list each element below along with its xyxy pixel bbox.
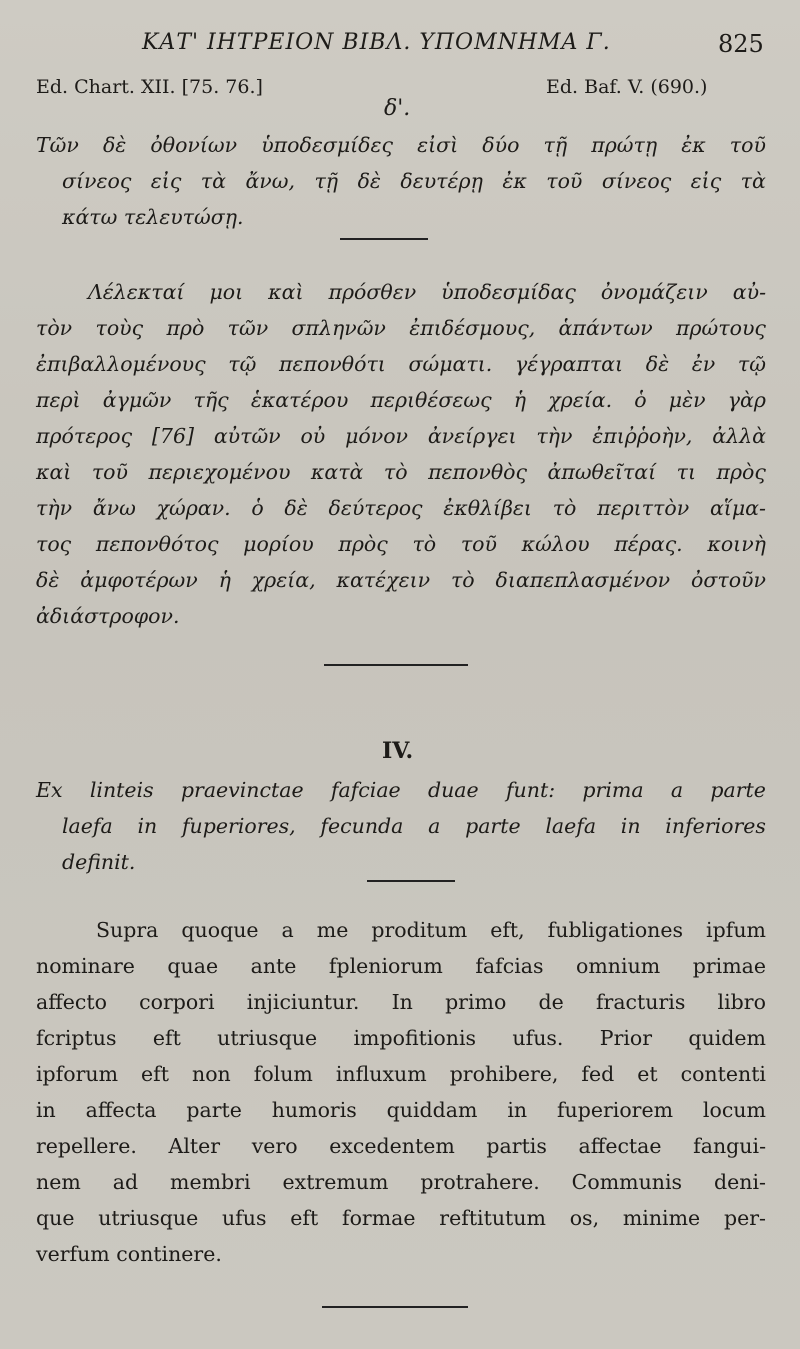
latin-commentary-line: fcriptus eft utriusque impofitionis ufus. Prior quidem [36, 1026, 766, 1050]
greek-lemma-line: κάτω τελευτώσῃ. [62, 205, 244, 229]
latin-commentary-line: in affecta parte humoris quiddam in fuperiorem locum [36, 1098, 766, 1122]
greek-commentary-line: πρότερος [76] αὐτῶν οὐ μόνον ἀνείργει τὴν ἐπιῤῥοὴν, ἀλλὰ [36, 424, 766, 448]
page-number: 825 [718, 30, 764, 58]
greek-commentary-line: καὶ τοῦ περιεχομένου κατὰ τὸ πεπονθὸς ἀπωθεῖταί τι πρὸς [36, 460, 766, 484]
greek-commentary-line: ἐπιβαλλομένους τῷ πεπονθότι σώματι. γέγραπται δὲ ἐν τῷ [36, 352, 766, 376]
greek-commentary-line: περὶ ἀγμῶν τῆς ἑκατέρου περιθέσεως ἡ χρεία. ὁ μὲν γὰρ [36, 388, 766, 412]
edition-reference-left: Ed. Chart. XII. [75. 76.] [36, 76, 263, 98]
greek-commentary-line: Λέλεκταί μοι καὶ πρόσθεν ὑποδεσμίδας ὀνομάζειν αὐ- [88, 280, 766, 304]
greek-commentary-line: ἀδιάστροφον. [36, 604, 180, 628]
latin-commentary-line: que utriusque ufus eft formae reftitutum os, minime per- [36, 1206, 766, 1230]
running-head: ΚΑΤ' ΙΗΤΡΕΙΟΝ ΒΙΒΛ. ΥΠΟΜΝΗΜΑ Γ. [142, 30, 611, 55]
latin-commentary-line: repellere. Alter vero excedentem partis affectae fangui- [36, 1134, 766, 1158]
edition-reference-right: Ed. Baf. V. (690.) [546, 76, 708, 98]
latin-commentary-line: nominare quae ante fpleniorum fafcias omnium primae [36, 954, 766, 978]
latin-commentary-line: ipforum eft non folum influxum prohibere, fed et contenti [36, 1062, 766, 1086]
latin-lemma-line: Ex linteis praevinctae fafciae duae funt: prima a parte [36, 778, 766, 802]
latin-commentary-line: affecto corpori injiciuntur. In primo de fracturis libro [36, 990, 766, 1014]
greek-commentary-line: τος πεπονθότος μορίου πρὸς τὸ τοῦ κώλου πέρας. κοινὴ [36, 532, 766, 556]
latin-commentary-line: nem ad membri extremum protrahere. Communis deni- [36, 1170, 766, 1194]
greek-commentary-line: τὸν τοὺς πρὸ τῶν σπληνῶν ἐπιδέσμους, ἁπάντων πρώτους [36, 316, 766, 340]
greek-lemma-line: Τῶν δὲ ὀθονίων ὑποδεσμίδες εἰσὶ δύο τῇ πρώτῃ ἐκ τοῦ [36, 133, 766, 157]
latin-lemma-line: definit. [62, 850, 136, 874]
latin-commentary-line: verfum continere. [36, 1242, 222, 1266]
greek-section-number: δ'. [384, 96, 411, 121]
latin-section-number: IV. [382, 738, 414, 764]
greek-lemma-line: σίνεος εἰς τὰ ἄνω, τῇ δὲ δευτέρῃ ἐκ τοῦ σίνεος εἰς τὰ [62, 169, 766, 193]
separator-rule [340, 238, 428, 240]
greek-commentary-line: δὲ ἀμφοτέρων ἡ χρεία, κατέχειν τὸ διαπεπλασμένον ὀστοῦν [36, 568, 766, 592]
latin-lemma-line: laefa in fuperiores, fecunda a parte laefa in inferiores [62, 814, 766, 838]
separator-rule [322, 1306, 468, 1308]
separator-rule [324, 664, 468, 666]
separator-rule [367, 880, 455, 882]
latin-commentary-line: Supra quoque a me proditum eft, fubligationes ipfum [96, 918, 766, 942]
greek-commentary-line: τὴν ἄνω χώραν. ὁ δὲ δεύτερος ἐκθλίβει τὸ περιττὸν αἵμα- [36, 496, 766, 520]
